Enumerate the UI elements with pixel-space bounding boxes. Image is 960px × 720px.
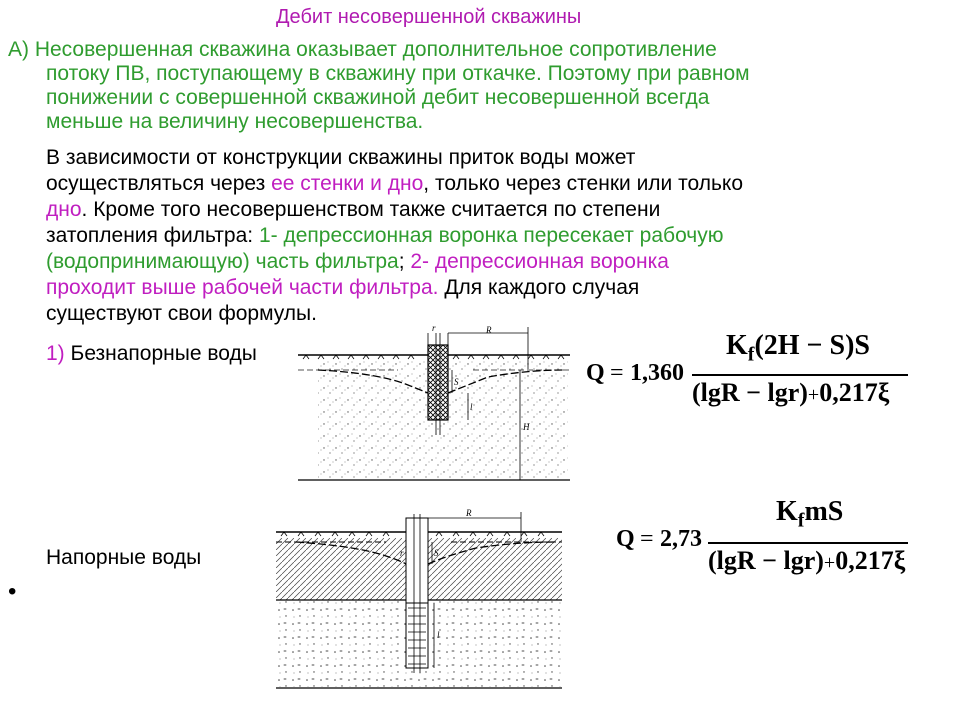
formula-coef: 2,73 [660,526,702,552]
fraction-bar [708,542,908,544]
confined-well-diagram [276,508,562,690]
para-b-line: проходит выше рабочей части фильтра. Для каждого случая [46,276,640,299]
label-r: r [432,325,436,333]
formula-coef: 1,360 [630,360,684,386]
para-b-line: осуществляться через ее стенки и дно, только через стенки или только [46,172,744,195]
para-a-line: меньше на величину несовершенства. [46,110,424,133]
label-S: S [454,377,459,387]
bullet: • [8,578,17,605]
unconfined-well-diagram [298,325,570,485]
formula-numerator: $K_fmS$ [776,496,844,532]
formula-q: Q [586,360,605,386]
label-R: R [486,325,492,335]
label-H: H [523,422,530,432]
formula-denominator: (lgR − lgr)+0,217ξ [692,378,890,407]
para-a-line: понижении с совершенной скважиной дебит несовершенной всегда [46,86,710,109]
para-b-line: существуют свои формулы. [46,302,317,325]
formula-denominator: (lgR − lgr)+0,217ξ [708,546,906,575]
paragraph-a [8,38,750,134]
para-a-line: потоку ПВ, поступающему в скважину при откачке. Поэтому при равном [46,62,750,85]
formula-eq: = [640,526,654,552]
label-l: l [437,630,440,640]
para-a-line: А) Несовершенная скважина оказывает дополнительное сопротивление [8,38,717,61]
paragraph-b [46,145,743,327]
formula-numerator: $K_f(2H - S)S$ [726,330,870,366]
label-S: S [434,548,439,558]
formula-eq: = [610,360,624,386]
formula-confined [616,496,936,596]
label-r: r [400,548,404,558]
page-title: Дебит несовершенной скважины [276,6,582,28]
para-b-line: В зависимости от конструкции скважины приток воды может [46,146,636,169]
label-l: l [470,402,473,412]
formula-unconfined [586,330,916,440]
case1-label: 1) Безнапорные воды [46,342,257,365]
well-filter [428,345,448,420]
para-b-line: затопления фильтра: 1- депрессионная воронка пересекает рабочую [46,224,724,247]
para-b-line: дно. Кроме того несовершенством также считается по степени [46,198,661,221]
case2-label: Напорные воды [46,546,202,569]
fraction-bar [692,374,908,376]
para-b-line: (водопринимающую) часть фильтра; 2- депрессионная воронка [46,250,669,273]
label-R: R [466,508,472,518]
formula-q: Q [616,526,635,552]
